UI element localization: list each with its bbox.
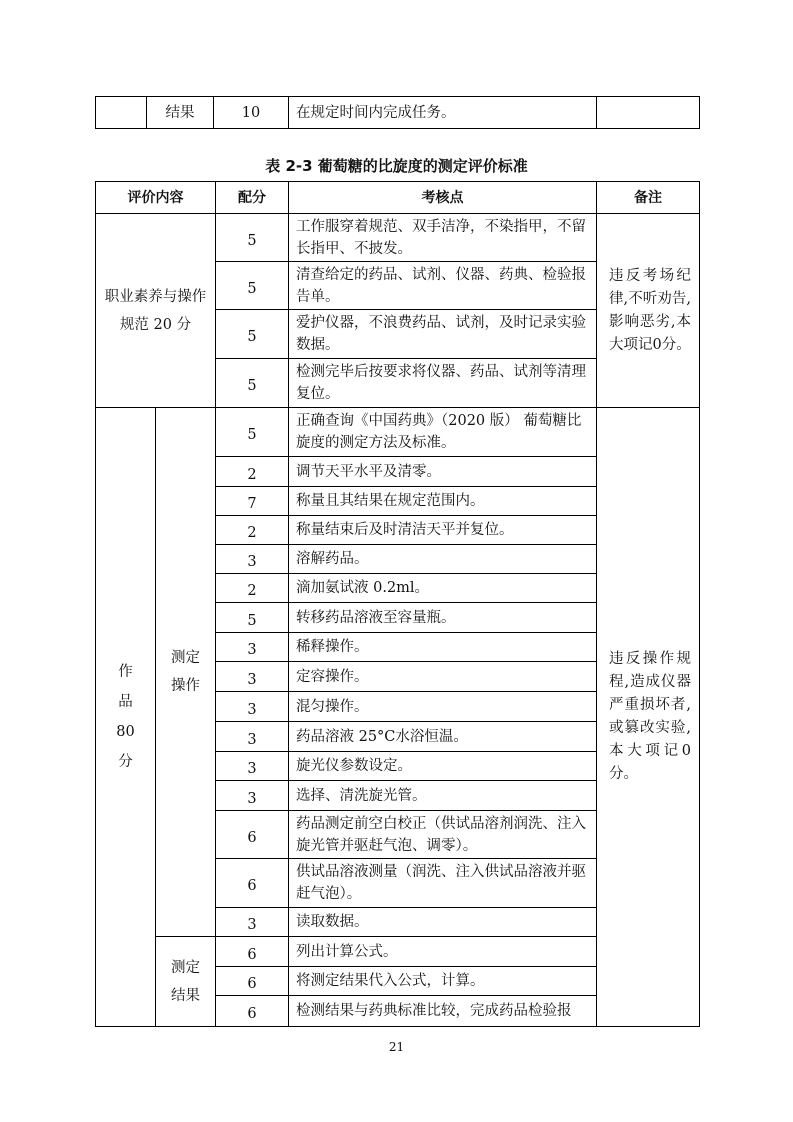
result-label-line: 结果 [171, 987, 200, 1004]
criterion-cell: 旋光仪参数设定。 [289, 752, 597, 781]
score-cell: 3 [216, 662, 289, 692]
criterion-cell: 药品溶液 25°C水浴恒温。 [289, 722, 597, 752]
criterion-cell: 转移药品溶液至容量瓶。 [289, 603, 597, 633]
criterion-cell: 定容操作。 [289, 662, 597, 692]
criterion-cell: 将测定结果代入公式，计算。 [289, 967, 597, 996]
score-cell: 5 [216, 310, 289, 359]
section2-label-line: 品 [118, 694, 133, 710]
section2-label-line: 作 [118, 664, 133, 680]
section2-label [96, 408, 156, 1027]
criterion-cell: 稀释操作。 [289, 633, 597, 662]
header-score: 配分 [216, 182, 289, 214]
table-row [96, 214, 700, 262]
op-label-line: 测定 [171, 650, 200, 666]
score-cell: 5 [216, 603, 289, 633]
evaluation-table [95, 181, 700, 1027]
section1-label: 职业素养与操作规范 20 分 [96, 214, 216, 408]
score-cell: 3 [216, 545, 289, 574]
criterion-cell: 称量且其结果在规定范围内。 [289, 487, 597, 516]
criterion-cell: 检测结果与药典标准比较，完成药品检验报 [289, 996, 597, 1027]
score-cell: 7 [216, 487, 289, 516]
table-caption: 表 2-3 葡萄糖的比旋度的测定评价标准 [265, 157, 528, 175]
score-cell: 5 [216, 262, 289, 310]
criterion-cell: 称量结束后及时清洁天平并复位。 [289, 516, 597, 545]
score-cell: 3 [216, 752, 289, 781]
criterion-cell: 工作服穿着规范、双手洁净，不染指甲，不留长指甲、不披发。 [289, 214, 597, 262]
criterion-cell: 在规定时间内完成任务。 [289, 97, 597, 129]
score-cell: 3 [216, 722, 289, 752]
score-cell: 5 [216, 214, 289, 262]
score-cell: 3 [216, 633, 289, 662]
score-cell: 5 [216, 408, 289, 457]
score-cell: 2 [216, 516, 289, 545]
section1-note: 违反考场纪律,不听劝告,影响恶劣,本大项记0分。 [597, 214, 700, 408]
score-cell: 5 [216, 359, 289, 408]
score-cell: 6 [216, 811, 289, 859]
section2-label-line: 分 [118, 754, 133, 770]
criterion-cell: 列出计算公式。 [289, 937, 597, 967]
score-cell: 2 [216, 457, 289, 487]
score-cell: 6 [216, 859, 289, 908]
header-content: 评价内容 [96, 182, 216, 214]
header-criterion: 考核点 [289, 182, 597, 214]
result-label [156, 937, 216, 1027]
criterion-cell: 选择、清洗旋光管。 [289, 781, 597, 811]
score-cell: 6 [216, 937, 289, 967]
score-cell: 6 [216, 967, 289, 996]
criterion-cell: 正确查询《中国药典》（2020 版） 葡萄糖比旋度的测定方法及标准。 [289, 408, 597, 457]
criterion-cell: 读取数据。 [289, 908, 597, 937]
sub-item-cell: 结果 [147, 97, 214, 129]
score-cell: 10 [214, 97, 289, 129]
op-label-line: 操作 [171, 678, 200, 694]
criterion-cell: 供试品溶液测量（润洗、注入供试品溶液并驱赶气泡）。 [289, 859, 597, 908]
criterion-cell: 药品测定前空白校正（供试品溶剂润洗、注入旋光管并驱赶气泡、调零）。 [289, 811, 597, 859]
table-row [96, 408, 700, 457]
criterion-cell: 调节天平水平及清零。 [289, 457, 597, 487]
criterion-cell: 清查给定的药品、试剂、仪器、药典、检验报告单。 [289, 262, 597, 310]
criterion-cell: 溶解药品。 [289, 545, 597, 574]
op-label [156, 408, 216, 937]
criterion-cell: 滴加氨试液 0.2ml。 [289, 574, 597, 603]
header-row [96, 182, 700, 214]
header-note: 备注 [597, 182, 700, 214]
criterion-cell: 混匀操作。 [289, 692, 597, 722]
score-cell: 3 [216, 692, 289, 722]
empty-cell [96, 97, 147, 129]
criterion-cell: 爱护仪器，不浪费药品、试剂，及时记录实验数据。 [289, 310, 597, 359]
section2-label-line: 80 [116, 724, 135, 740]
note-cell [597, 97, 700, 129]
previous-table-tail [95, 96, 700, 129]
criterion-cell: 检测完毕后按要求将仪器、药品、试剂等清理复位。 [289, 359, 597, 408]
score-cell: 2 [216, 574, 289, 603]
page-number: 21 [388, 1040, 405, 1054]
score-cell: 3 [216, 908, 289, 937]
result-label-line: 测定 [171, 959, 200, 976]
score-cell: 3 [216, 781, 289, 811]
section2-note: 违反操作规程,造成仪器严重损坏者,或篡改实验,本大项记0分。 [597, 408, 700, 1027]
table-row [96, 97, 700, 129]
score-cell: 6 [216, 996, 289, 1027]
